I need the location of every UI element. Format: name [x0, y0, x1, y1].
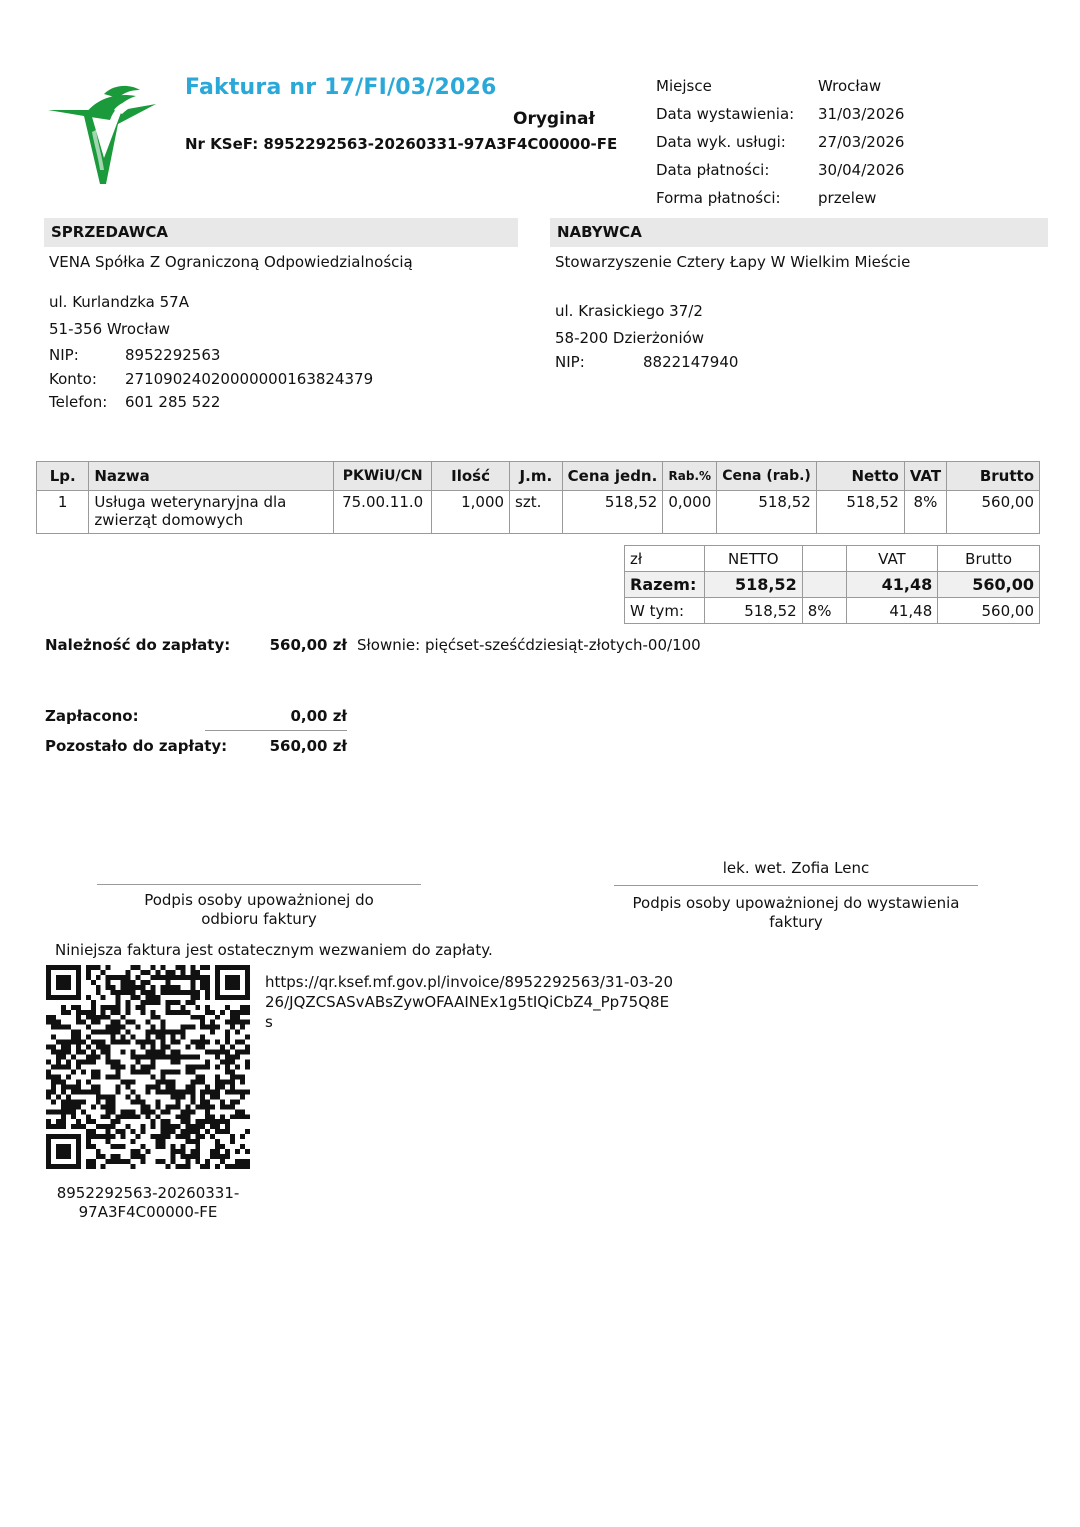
seller-nip-value: 8952292563 — [125, 346, 221, 364]
buyer-heading: NABYWCA — [550, 218, 1048, 247]
meta-value: 31/03/2026 — [818, 105, 905, 123]
paid-label: Zapłacono: — [45, 707, 139, 725]
ksef-number: Nr KSeF: 8952292563-20260331-97A3F4C00000-FE — [185, 135, 618, 153]
amount-in-words: Słownie: pięćset-sześćdziesiąt-złotych-00/100 — [357, 636, 701, 654]
final-notice: Niniejsza faktura jest ostatecznym wezwaniem do zapłaty. — [55, 941, 493, 959]
summary-cell: 8% — [802, 598, 846, 624]
cell-price: 518,52 — [562, 491, 663, 534]
seller-city: 51-356 Wrocław — [49, 320, 171, 338]
original-label: Oryginał — [513, 109, 595, 129]
vat-summary-table — [624, 545, 1040, 624]
seller-phone — [49, 393, 220, 411]
summary-cell: 518,52 — [704, 598, 802, 624]
due-value: 560,00 zł — [269, 636, 347, 654]
seller-account-value: 27109024020000000163824379 — [125, 370, 374, 388]
paid-value: 0,00 zł — [290, 707, 347, 725]
col-header-price-disc: Cena (rab.) — [717, 462, 817, 491]
seller-phone-value: 601 285 522 — [125, 393, 221, 411]
qr-url: https://qr.ksef.mf.gov.pl/invoice/8952292563/31-03-2026/JQZCSASvABsZywOFAAINEx1g5tIQiCbZ4_Pp75Q8Es — [265, 973, 674, 1031]
remaining-label: Pozostało do zapłaty: — [45, 737, 228, 755]
meta-value: Wrocław — [818, 77, 882, 95]
items-table — [36, 461, 1040, 534]
seller-account-label: Konto: — [49, 370, 97, 388]
seller-nip — [49, 346, 220, 364]
cell-lp: 1 — [37, 491, 89, 534]
cell-pkwiu: 75.00.11.0 — [334, 491, 432, 534]
meta-label: Data płatności: — [656, 161, 770, 179]
remaining-value: 560,00 zł — [269, 737, 347, 755]
meta-value: 27/03/2026 — [818, 133, 905, 151]
cell-price-disc: 518,52 — [717, 491, 817, 534]
summary-cell: zł — [625, 546, 705, 572]
cell-discount: 0,000 — [663, 491, 717, 534]
cell-vat: 8% — [904, 491, 946, 534]
meta-label: Data wyk. usługi: — [656, 133, 786, 151]
cell-net: 518,52 — [816, 491, 904, 534]
summary-cell: Brutto — [938, 546, 1040, 572]
meta-label: Miejsce — [656, 77, 712, 95]
seller-name: VENA Spółka Z Ograniczoną Odpowiedzialnością — [49, 253, 413, 271]
col-header-name: Nazwa — [89, 462, 334, 491]
summary-cell — [802, 572, 846, 598]
meta-row-payment-form — [656, 186, 904, 214]
col-header-pkwiu: PKWiU/CN — [334, 462, 432, 491]
meta-row-service-date — [656, 130, 904, 158]
col-header-lp: Lp. — [37, 462, 89, 491]
col-header-unit: J.m. — [510, 462, 563, 491]
summary-header-row — [625, 546, 1040, 572]
cell-gross: 560,00 — [947, 491, 1040, 534]
summary-cell: Razem: — [625, 572, 705, 598]
seller-phone-label: Telefon: — [49, 393, 108, 411]
summary-cell: 560,00 — [938, 598, 1040, 624]
summary-cell: 41,48 — [846, 572, 938, 598]
summary-cell: NETTO — [704, 546, 802, 572]
table-row — [37, 491, 1040, 534]
company-logo — [44, 80, 160, 190]
summary-total-row — [625, 572, 1040, 598]
buyer-nip-label: NIP: — [555, 353, 585, 371]
col-header-price: Cena jedn. — [562, 462, 663, 491]
meta-label: Forma płatności: — [656, 189, 781, 207]
due-label: Należność do zapłaty: — [45, 636, 231, 654]
invoice-meta — [656, 74, 904, 214]
receiver-signature-caption: Podpis osoby upoważnionej do odbioru faktury — [144, 891, 374, 928]
summary-cell: W tym: — [625, 598, 705, 624]
meta-value: 30/04/2026 — [818, 161, 905, 179]
seller-nip-label: NIP: — [49, 346, 79, 364]
buyer-name: Stowarzyszenie Cztery Łapy W Wielkim Mieście — [555, 253, 911, 271]
meta-value: przelew — [818, 189, 877, 207]
summary-incl-row — [625, 598, 1040, 624]
cell-name: Usługa weterynaryjna dla zwierząt domowych — [89, 491, 334, 534]
cell-unit: szt. — [510, 491, 563, 534]
divider — [205, 730, 347, 731]
buyer-nip — [555, 353, 738, 371]
buyer-street: ul. Krasickiego 37/2 — [555, 302, 703, 320]
seller-heading: SPRZEDAWCA — [44, 218, 518, 247]
issuer-name: lek. wet. Zofia Lenc — [722, 859, 870, 877]
invoice-title: Faktura nr 17/FI/03/2026 — [185, 75, 497, 100]
qr-ksef-id: 8952292563-20260331-97A3F4C00000-FE — [56, 1184, 240, 1221]
summary-cell: 41,48 — [846, 598, 938, 624]
meta-row-issue-date — [656, 102, 904, 130]
seller-account — [49, 370, 373, 388]
signature-line-receiver — [97, 884, 421, 885]
meta-label: Data wystawienia: — [656, 105, 795, 123]
items-header-row — [37, 462, 1040, 491]
buyer-city: 58-200 Dzierżoniów — [555, 329, 705, 347]
buyer-nip-value: 8822147940 — [643, 353, 739, 371]
col-header-net: Netto — [816, 462, 904, 491]
col-header-vat: VAT — [904, 462, 946, 491]
summary-cell — [802, 546, 846, 572]
summary-cell: VAT — [846, 546, 938, 572]
col-header-gross: Brutto — [947, 462, 1040, 491]
seller-street: ul. Kurlandzka 57A — [49, 293, 189, 311]
issuer-signature-caption: Podpis osoby upoważnionej do wystawienia faktury — [632, 894, 960, 931]
meta-row-place — [656, 74, 904, 102]
meta-row-payment-date — [656, 158, 904, 186]
ksef-qr-code — [46, 965, 250, 1169]
summary-cell: 560,00 — [938, 572, 1040, 598]
summary-cell: 518,52 — [704, 572, 802, 598]
col-header-discount: Rab.% — [663, 462, 717, 491]
signature-line-issuer — [614, 885, 978, 886]
col-header-qty: Ilość — [432, 462, 510, 491]
cell-qty: 1,000 — [432, 491, 510, 534]
